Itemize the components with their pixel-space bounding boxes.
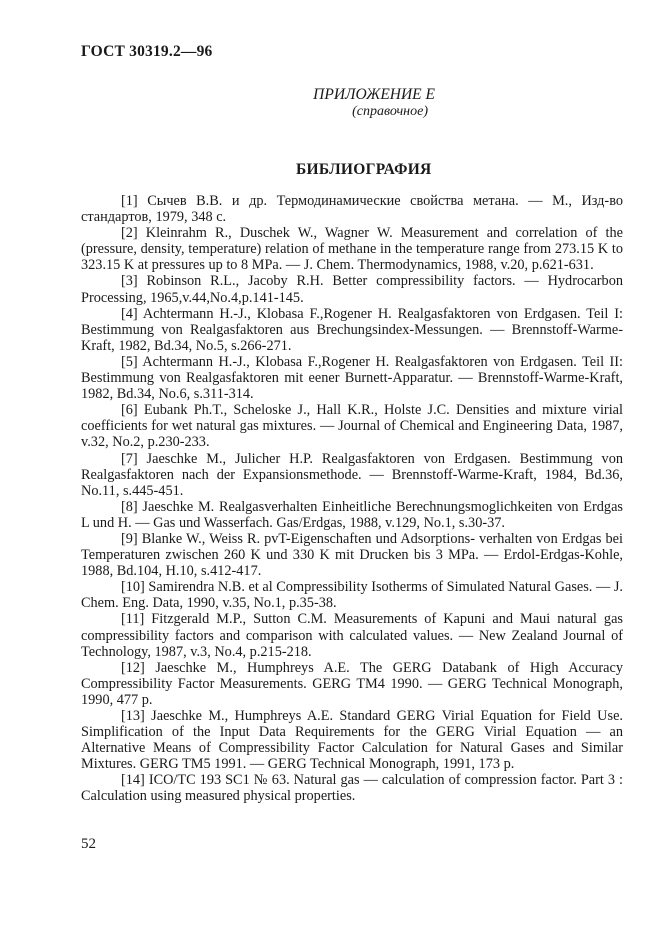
page-number: 52 bbox=[81, 836, 96, 852]
appendix-title bbox=[0, 86, 661, 104]
bibliography-entry: [6] Eubank Ph.T., Scheloske J., Hall K.R., Holste J.C. Densities and mixture virial coefficients for wet natural gas mixtures. — Journal of Chemical and Engineering Data, 1987, v.32, No.2, p.230-233. bbox=[81, 402, 623, 451]
appendix-subtitle-text: (справочное) bbox=[352, 104, 428, 119]
bibliography-entry: [11] Fitzgerald M.P., Sutton C.M. Measurements of Kapuni and Maui natural gas compressibility factors and comparison with calculated values. — New Zealand Journal of Technology, 1987, v.3, No.4, p.215-218. bbox=[81, 611, 623, 660]
document-header: ГОСТ 30319.2—96 bbox=[81, 43, 213, 60]
bibliography-entry: [14] ICO/TC 193 SC1 № 63. Natural gas — calculation of compression factor. Part 3 : Calculation using measured physical properties. bbox=[81, 772, 623, 805]
bibliography-entry: [8] Jaeschke M. Realgasverhalten Einheitliche Berechnungsmoglichkeiten von Erdgas L und H. — Gas und Wasserfach. Gas/Erdgas, 1988, v.129, No.1, s.30-37. bbox=[81, 498, 623, 531]
bibliography-entry: [10] Samirendra N.B. et al Compressibility Isotherms of Simulated Natural Gases. — J. Chem. Eng. Data, 1990, v.35, No.1, p.35-38. bbox=[81, 579, 623, 612]
appendix-subtitle bbox=[0, 104, 661, 120]
bibliography-entry: [5] Achtermann H.-J., Klobasa F.,Rogener H. Realgasfaktoren von Erdgasen. Teil II: Bestimmung von Realgasfaktoren mit eener Burnett-Apparatur. — Brennstoff-Warme-Kraft, 1982, Bd.34, No.6, s.311-314. bbox=[81, 353, 623, 403]
bibliography-entry: [1] Сычев В.В. и др. Термодинамические свойства метана. — М., Изд-во стандартов, 1979, 348 с. bbox=[81, 193, 623, 226]
bibliography-entry: [3] Robinson R.L., Jacoby R.H. Better compressibility factors. — Hydrocarbon Processing, 1965,v.44,No.4,p.141-145. bbox=[81, 273, 623, 306]
bibliography-entry: [12] Jaeschke M., Humphreys A.E. The GERG Databank of High Accuracy Compressibility Factor Measurements. GERG TM4 1990. — GERG Technical Monograph, 1990, 477 p. bbox=[81, 659, 623, 708]
bibliography-entry: [13] Jaeschke M., Humphreys A.E. Standard GERG Virial Equation for Field Use. Simplification of the Input Data Requirements for the GERG Virial Equation — an Alternative Means of Compressibility Factor Calculation for Natural Gases and Similar Mixtures. GERG TM5 1991. — GERG Technical Monograph, 1991, 173 p. bbox=[81, 708, 623, 773]
bibliography-entry: [9] Blanke W., Weiss R. pvT-Eigenschaften und Adsorptions- verhalten von Erdgas bei Temperaturen zwischen 260 K und 330 K mit Drucken bis 3 MPa. — Erdol-Erdgas-Kohle, 1988, Bd.104, H.10, s.412-417. bbox=[81, 530, 623, 580]
bibliography-entry: [2] Kleinrahm R., Duschek W., Wagner W. Measurement and correlation of the (pressure, density, temperature) relation of methane in the temperature range from 273.15 K to 323.15 K at pressures up to 8 MPa. — J. Chem. Thermodynamics, 1988, v.20, p.621-631. bbox=[81, 225, 623, 274]
section-title: БИБЛИОГРАФИЯ bbox=[296, 161, 432, 178]
appendix-title-text: ПРИЛОЖЕНИЕ Е bbox=[313, 86, 435, 103]
bibliography-list bbox=[81, 193, 623, 805]
bibliography-entry: [4] Achtermann H.-J., Klobasa F.,Rogener H. Realgasfaktoren von Erdgasen. Teil I: Bestimmung von Realgasfaktoren aus Brechungsindex-Messungen. — Brennstoff-Warme-Kraft, 1982, Bd.34, No.5, s.266-271. bbox=[81, 305, 623, 354]
bibliography-entry: [7] Jaeschke M., Julicher H.P. Realgasfaktoren von Erdgasen. Bestimmung von Realgasfaktoren nach der Expansionsmethode. — Brennstoff-Warme-Kraft, 1984, Bd.36, No.11, s.445-451. bbox=[81, 450, 623, 499]
